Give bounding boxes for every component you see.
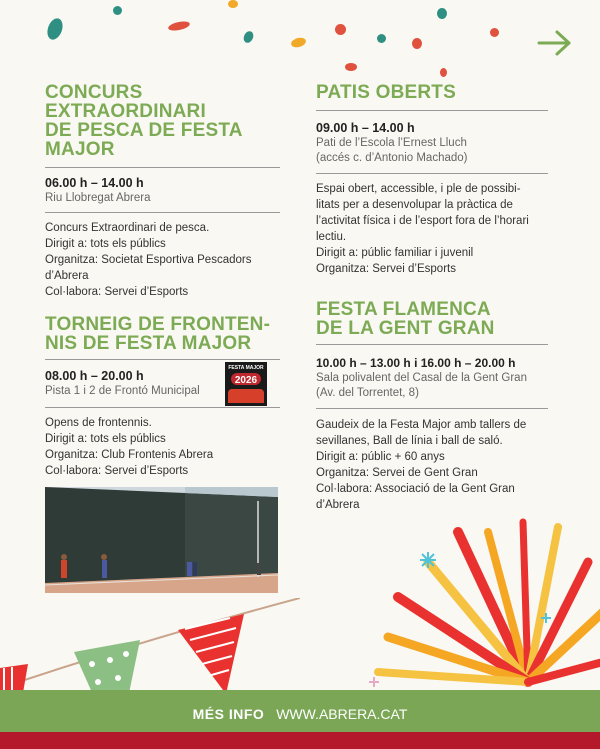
divider [316, 344, 548, 345]
flamenca-body: Gaudeix de la Festa Major amb tallers de sevillanes, Ball de línia i ball de saló. Dirigit a: públic + 60 anys Organitza: Servei de Gent Gran Col·labora: Associació de la Gent Gran d’Abrera [316, 419, 527, 511]
confetti-dot [412, 38, 422, 49]
confetti-dot [490, 28, 499, 37]
divider [316, 110, 548, 111]
concurs-details [45, 175, 280, 206]
divider [45, 167, 280, 168]
concurs-title: CONCURS EXTRAORDINARI DE PESCA DE FESTA MAJOR [45, 82, 243, 160]
website-link[interactable]: WWW.ABRERA.CAT [276, 706, 408, 722]
divider [316, 408, 548, 409]
frontennis-photo [45, 487, 278, 593]
confetti-dot [377, 34, 386, 43]
divider [316, 173, 548, 174]
divider [45, 359, 280, 360]
confetti-dot [290, 36, 307, 49]
confetti-dot [242, 30, 255, 45]
torneig-title: TORNEIG DE FRONTEN- NIS DE FESTA MAJOR [45, 314, 271, 354]
concurs-body: Concurs Extraordinari de pesca. Dirigit a: tots els públics Organitza: Societat Esportiva Pescadors d’Abrera Col·labora: Servei d’Esports [45, 222, 252, 298]
flamenca-section [316, 300, 548, 338]
flamenca-title: FESTA FLAMENCA DE LA GENT GRAN [316, 299, 495, 339]
concurs-place: Riu Llobregat Abrera [45, 192, 151, 204]
confetti-dot [440, 68, 447, 77]
divider [45, 212, 280, 213]
torneig-time: 08.00 h – 20.00 h [45, 369, 144, 383]
flamenca-details: 10.00 h – 13.00 h i 16.00 h – 20.00 h Sala polivalent del Casal de la Gent Gran (Av. del Torrentet, 8) [316, 355, 548, 401]
divider [45, 407, 280, 408]
confetti-dot [228, 0, 238, 8]
torneig-section [45, 315, 280, 353]
patis-details: 09.00 h – 14.00 h Pati de l’Escola l’Ernest Lluch (accés c. d’Antonio Machado) [316, 120, 548, 166]
arrow-right-icon[interactable] [536, 28, 574, 58]
flamenca-time: 10.00 h – 13.00 h i 16.00 h – 20.00 h [316, 356, 516, 370]
footer-stripe [0, 732, 600, 749]
concurs-time: 06.00 h – 14.00 h [45, 176, 144, 190]
patis-body: Espai obert, accessible, i ple de possibi- litats per a desenvolupar la pràctica de l’activitat física i de l’esport fora de l’horari lectiu. Dirigit a: públic familiar i juvenil Organitza: Servei d’Esports [316, 183, 529, 275]
confetti-dot [45, 16, 66, 41]
confetti-dot [335, 24, 346, 35]
confetti-dot [345, 63, 357, 71]
footer-info [0, 706, 600, 722]
torneig-place: Pista 1 i 2 de Frontó Municipal [45, 385, 200, 397]
fireworks-illustration [368, 512, 600, 692]
concurs-section [45, 83, 280, 159]
confetti-dot [437, 8, 447, 19]
festa-major-poster: FESTA MAJOR 2026 [225, 362, 267, 406]
confetti-dot [167, 20, 190, 32]
patis-section [316, 83, 548, 102]
patis-time: 09.00 h – 14.00 h [316, 121, 415, 135]
confetti-dot [113, 6, 122, 15]
more-info-label: MÉS INFO [192, 706, 265, 722]
patis-title: PATIS OBERTS [316, 82, 456, 103]
torneig-body: Opens de frontennis. Dirigit a: tots els públics Organitza: Club Frontenis Abrera Col·labora: Servei d’Esports [45, 417, 214, 477]
